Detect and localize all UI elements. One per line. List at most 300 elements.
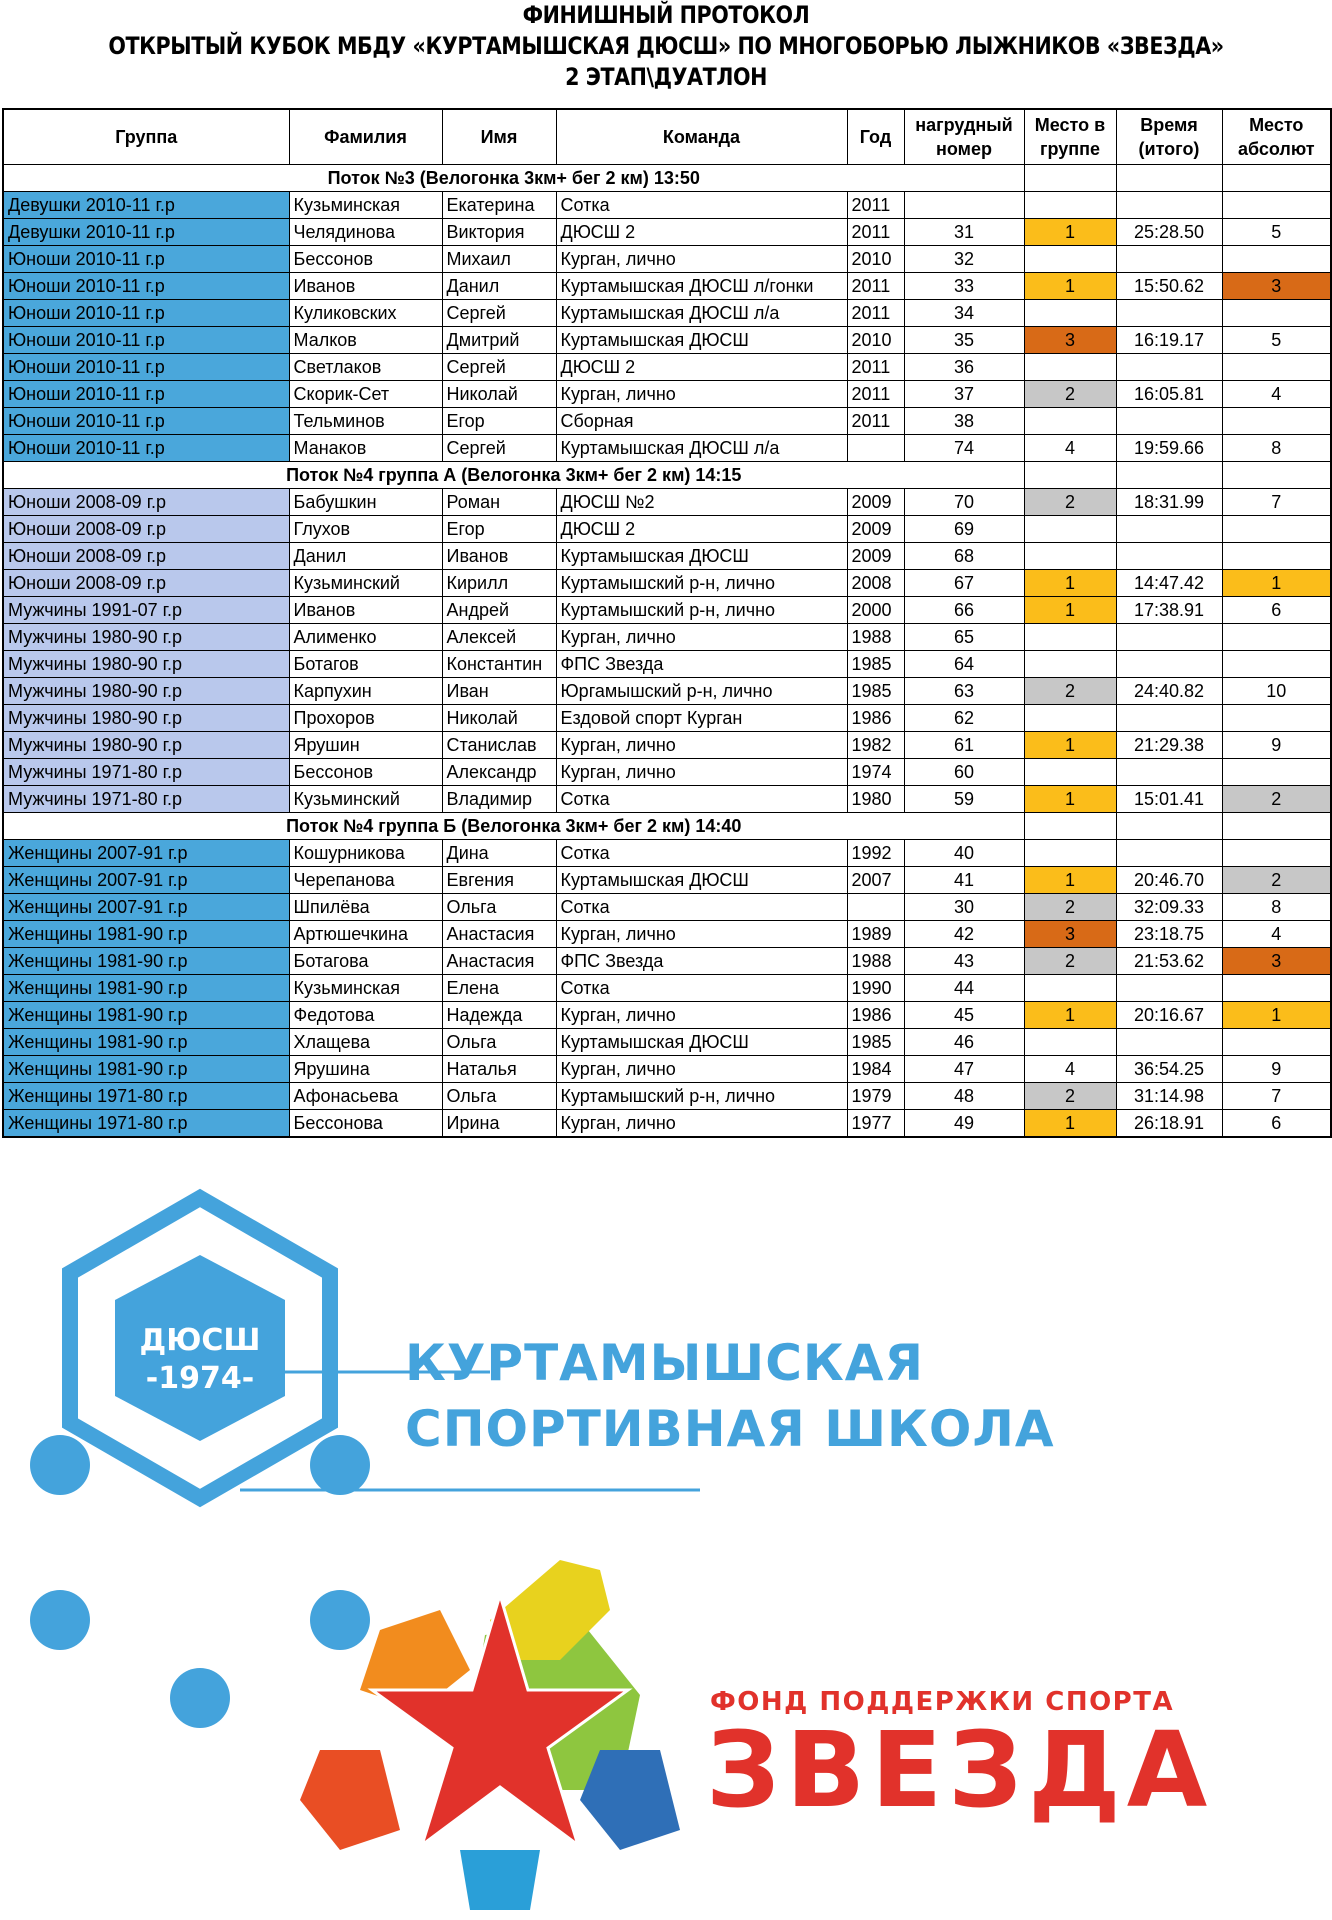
cell-time: 18:31.99 (1116, 489, 1222, 516)
section-empty-cell (1116, 165, 1222, 192)
cell-time (1116, 246, 1222, 273)
cell-year: 2008 (847, 570, 904, 597)
cell-group: Мужчины 1971-80 г.р (3, 786, 289, 813)
cell-bib: 37 (904, 381, 1024, 408)
fund-subtitle: ФОНД ПОДДЕРЖКИ СПОРТА (710, 1687, 1175, 1717)
cell-lastname: Данил (289, 543, 442, 570)
cell-lastname: Бессонова (289, 1110, 442, 1138)
cell-firstname: Владимир (442, 786, 556, 813)
cell-firstname: Дмитрий (442, 327, 556, 354)
cell-group-place (1024, 192, 1116, 219)
cell-year: 2009 (847, 489, 904, 516)
cell-group: Женщины 1981-90 г.р (3, 921, 289, 948)
cell-firstname: Кирилл (442, 570, 556, 597)
cell-lastname: Федотова (289, 1002, 442, 1029)
cell-bib: 38 (904, 408, 1024, 435)
cell-group-place (1024, 705, 1116, 732)
results-table (2, 108, 1332, 1138)
cell-firstname: Евгения (442, 867, 556, 894)
cell-lastname: Бессонов (289, 246, 442, 273)
cell-team: Курган, лично (556, 1056, 847, 1083)
cell-abs-place: 2 (1222, 867, 1331, 894)
table-row (3, 651, 1331, 678)
cell-group-place (1024, 1029, 1116, 1056)
cell-firstname: Николай (442, 705, 556, 732)
table-row (3, 219, 1331, 246)
section-title: Поток №4 группа А (Велогонка 3км+ бег 2 км) 14:15 (3, 462, 1024, 489)
cell-team: Курган, лично (556, 624, 847, 651)
cell-lastname: Кошурникова (289, 840, 442, 867)
cell-abs-place (1222, 354, 1331, 381)
cell-lastname: Хлащева (289, 1029, 442, 1056)
cell-bib: 47 (904, 1056, 1024, 1083)
competition-name: ОТКРЫТЫЙ КУБОК МБДУ «КУРТАМЫШСКАЯ ДЮСШ» ПО МНОГОБОРЬЮ ЛЫЖНИКОВ «ЗВЕЗДА» (108, 32, 1224, 60)
cell-bib: 62 (904, 705, 1024, 732)
cell-abs-place: 4 (1222, 921, 1331, 948)
cell-firstname: Анастасия (442, 921, 556, 948)
cell-group: Юноши 2008-09 г.р (3, 570, 289, 597)
cell-group-place: 1 (1024, 1110, 1116, 1138)
cell-firstname: Станислав (442, 732, 556, 759)
table-row (3, 678, 1331, 705)
header-row (3, 109, 1331, 165)
col-header-time: Время (итого) (1116, 109, 1222, 165)
cell-year: 1985 (847, 1029, 904, 1056)
cell-time: 15:01.41 (1116, 786, 1222, 813)
cell-abs-place: 9 (1222, 1056, 1331, 1083)
cell-team: Сотка (556, 192, 847, 219)
section-empty-cell (1222, 813, 1331, 840)
cell-firstname: Надежда (442, 1002, 556, 1029)
fund-name: ЗВЕЗДА (706, 1709, 1214, 1831)
cell-bib: 32 (904, 246, 1024, 273)
protocol-header (0, 0, 1332, 93)
cell-lastname: Алименко (289, 624, 442, 651)
cell-time: 20:16.67 (1116, 1002, 1222, 1029)
cell-bib (904, 192, 1024, 219)
table-row (3, 948, 1331, 975)
cell-year: 1974 (847, 759, 904, 786)
cell-group-place (1024, 759, 1116, 786)
cell-firstname: Сергей (442, 435, 556, 462)
school-name-line1: КУРТАМЫШСКАЯ (405, 1334, 924, 1392)
cell-abs-place: 4 (1222, 381, 1331, 408)
section-title: Поток №3 (Велогонка 3км+ бег 2 км) 13:50 (3, 165, 1024, 192)
cell-bib: 30 (904, 894, 1024, 921)
cell-group-place: 1 (1024, 867, 1116, 894)
section-empty-cell (1116, 462, 1222, 489)
table-row (3, 489, 1331, 516)
school-name-line2: СПОРТИВНАЯ ШКОЛА (405, 1400, 1055, 1458)
cell-year: 1984 (847, 1056, 904, 1083)
cell-bib: 43 (904, 948, 1024, 975)
table-row (3, 300, 1331, 327)
cell-lastname: Бессонов (289, 759, 442, 786)
section-title: Поток №4 группа Б (Велогонка 3км+ бег 2 км) 14:40 (3, 813, 1024, 840)
cell-abs-place: 5 (1222, 219, 1331, 246)
cell-lastname: Черепанова (289, 867, 442, 894)
cell-year: 1986 (847, 1002, 904, 1029)
cell-bib: 65 (904, 624, 1024, 651)
cell-lastname: Иванов (289, 597, 442, 624)
cell-team: Куртамышская ДЮСШ (556, 327, 847, 354)
cell-team: Куртамышская ДЮСШ (556, 543, 847, 570)
cell-group: Юноши 2008-09 г.р (3, 516, 289, 543)
cell-team: Куртамышский р-н, лично (556, 570, 847, 597)
cell-firstname: Екатерина (442, 192, 556, 219)
cell-abs-place (1222, 246, 1331, 273)
cell-firstname: Андрей (442, 597, 556, 624)
cell-firstname: Ольга (442, 894, 556, 921)
cell-group: Женщины 2007-91 г.р (3, 840, 289, 867)
cell-year: 2011 (847, 354, 904, 381)
cell-team: Курган, лично (556, 1110, 847, 1138)
table-row (3, 246, 1331, 273)
cell-group-place: 2 (1024, 489, 1116, 516)
cell-time: 21:29.38 (1116, 732, 1222, 759)
cell-time (1116, 759, 1222, 786)
cell-team: Куртамышская ДЮСШ л/гонки (556, 273, 847, 300)
section-empty-cell (1222, 462, 1331, 489)
cell-bib: 41 (904, 867, 1024, 894)
cell-group: Женщины 1981-90 г.р (3, 1002, 289, 1029)
cell-firstname: Егор (442, 408, 556, 435)
cell-group: Юноши 2010-11 г.р (3, 354, 289, 381)
cell-time: 16:05.81 (1116, 381, 1222, 408)
cell-firstname: Александр (442, 759, 556, 786)
cell-year: 2011 (847, 192, 904, 219)
cell-year: 1986 (847, 705, 904, 732)
cell-abs-place: 7 (1222, 1083, 1331, 1110)
cell-team: ФПС Звезда (556, 651, 847, 678)
cell-group: Юноши 2010-11 г.р (3, 381, 289, 408)
cell-bib: 35 (904, 327, 1024, 354)
cell-bib: 45 (904, 1002, 1024, 1029)
cell-team: Юргамышский р-н, лично (556, 678, 847, 705)
cell-time (1116, 300, 1222, 327)
cell-group: Мужчины 1971-80 г.р (3, 759, 289, 786)
cell-time (1116, 408, 1222, 435)
cell-year: 2011 (847, 273, 904, 300)
cell-group: Девушки 2010-11 г.р (3, 219, 289, 246)
cell-time: 24:40.82 (1116, 678, 1222, 705)
cell-group-place: 2 (1024, 894, 1116, 921)
cell-team: Сотка (556, 975, 847, 1002)
table-row (3, 570, 1331, 597)
cell-firstname: Николай (442, 381, 556, 408)
cell-bib: 59 (904, 786, 1024, 813)
cell-bib: 70 (904, 489, 1024, 516)
section-empty-cell (1024, 165, 1116, 192)
cell-time (1116, 192, 1222, 219)
cell-group: Мужчины 1980-90 г.р (3, 678, 289, 705)
cell-group-place: 1 (1024, 219, 1116, 246)
col-header-bib: нагрудный номер (904, 109, 1024, 165)
cell-lastname: Карпухин (289, 678, 442, 705)
cell-abs-place (1222, 651, 1331, 678)
cell-time (1116, 975, 1222, 1002)
cell-bib: 49 (904, 1110, 1024, 1138)
cell-group: Женщины 1971-80 г.р (3, 1083, 289, 1110)
table-row (3, 381, 1331, 408)
cell-time: 23:18.75 (1116, 921, 1222, 948)
stage-name: 2 ЭТАП\ДУАТЛОН (565, 63, 767, 91)
cell-lastname: Артюшечкина (289, 921, 442, 948)
table-row (3, 192, 1331, 219)
cell-group-place (1024, 651, 1116, 678)
col-header-abs-place: Место абсолют (1222, 109, 1331, 165)
cell-group-place (1024, 300, 1116, 327)
cell-time (1116, 840, 1222, 867)
cell-year: 2009 (847, 516, 904, 543)
cell-bib: 67 (904, 570, 1024, 597)
table-row (3, 894, 1331, 921)
cell-lastname: Кузьминский (289, 786, 442, 813)
cell-year: 1982 (847, 732, 904, 759)
table-row (3, 1110, 1331, 1138)
cell-team: Сборная (556, 408, 847, 435)
cell-firstname: Анастасия (442, 948, 556, 975)
cell-bib: 66 (904, 597, 1024, 624)
cell-time (1116, 705, 1222, 732)
cell-team: Курган, лично (556, 246, 847, 273)
cell-abs-place: 6 (1222, 1110, 1331, 1138)
cell-bib: 63 (904, 678, 1024, 705)
cell-group: Женщины 1981-90 г.р (3, 975, 289, 1002)
cell-bib: 31 (904, 219, 1024, 246)
cell-year: 2007 (847, 867, 904, 894)
cell-bib: 34 (904, 300, 1024, 327)
cell-group: Юноши 2010-11 г.р (3, 300, 289, 327)
cell-group: Девушки 2010-11 г.р (3, 192, 289, 219)
cell-time: 26:18.91 (1116, 1110, 1222, 1138)
cell-firstname: Ольга (442, 1029, 556, 1056)
cell-lastname: Прохоров (289, 705, 442, 732)
cell-abs-place (1222, 408, 1331, 435)
cell-group-place: 3 (1024, 327, 1116, 354)
cell-team: Сотка (556, 894, 847, 921)
cell-team: Куртамышский р-н, лично (556, 1083, 847, 1110)
cell-bib: 64 (904, 651, 1024, 678)
cell-firstname: Иванов (442, 543, 556, 570)
col-header-team: Команда (556, 109, 847, 165)
section-empty-cell (1116, 813, 1222, 840)
col-header-group-place: Место в группе (1024, 109, 1116, 165)
cell-bib: 60 (904, 759, 1024, 786)
cell-team: Куртамышская ДЮСШ л/а (556, 435, 847, 462)
cell-group-place (1024, 408, 1116, 435)
cell-group: Юноши 2010-11 г.р (3, 327, 289, 354)
cell-time: 14:47.42 (1116, 570, 1222, 597)
cell-group: Юноши 2010-11 г.р (3, 246, 289, 273)
cell-time: 20:46.70 (1116, 867, 1222, 894)
cell-group: Мужчины 1980-90 г.р (3, 651, 289, 678)
cell-lastname: Кузьминская (289, 975, 442, 1002)
cell-time: 36:54.25 (1116, 1056, 1222, 1083)
cell-group-place: 3 (1024, 921, 1116, 948)
cell-lastname: Шпилёва (289, 894, 442, 921)
cell-lastname: Тельминов (289, 408, 442, 435)
cell-firstname: Алексей (442, 624, 556, 651)
cell-group-place: 1 (1024, 273, 1116, 300)
cell-group-place (1024, 516, 1116, 543)
cell-time: 17:38.91 (1116, 597, 1222, 624)
cell-group-place: 1 (1024, 570, 1116, 597)
cell-group: Женщины 2007-91 г.р (3, 867, 289, 894)
emblem-label-bottom: -1974- (145, 1361, 255, 1396)
cell-abs-place (1222, 975, 1331, 1002)
cell-group-place: 1 (1024, 1002, 1116, 1029)
table-row (3, 1056, 1331, 1083)
results-body (3, 165, 1331, 1138)
cell-year: 2011 (847, 381, 904, 408)
cell-lastname: Скорик-Сет (289, 381, 442, 408)
cell-team: ДЮСШ 2 (556, 354, 847, 381)
cell-team: Ездовой спорт Курган (556, 705, 847, 732)
col-header-year: Год (847, 109, 904, 165)
cell-abs-place: 8 (1222, 435, 1331, 462)
cell-year: 1979 (847, 1083, 904, 1110)
cell-year: 1992 (847, 840, 904, 867)
cell-abs-place (1222, 543, 1331, 570)
cell-time: 32:09.33 (1116, 894, 1222, 921)
cell-time (1116, 624, 1222, 651)
cell-group: Юноши 2008-09 г.р (3, 543, 289, 570)
cell-bib: 46 (904, 1029, 1024, 1056)
section-empty-cell (1222, 165, 1331, 192)
cell-abs-place (1222, 192, 1331, 219)
cell-lastname: Ботагов (289, 651, 442, 678)
cell-lastname: Ботагова (289, 948, 442, 975)
cell-year: 1985 (847, 651, 904, 678)
cell-team: Куртамышский р-н, лично (556, 597, 847, 624)
cell-firstname: Елена (442, 975, 556, 1002)
cell-year: 1977 (847, 1110, 904, 1138)
cell-team: Куртамышская ДЮСШ л/а (556, 300, 847, 327)
cell-team: ФПС Звезда (556, 948, 847, 975)
table-row (3, 867, 1331, 894)
emblem-label-top: ДЮСШ (139, 1323, 261, 1358)
cell-group: Женщины 2007-91 г.р (3, 894, 289, 921)
cell-team: Курган, лично (556, 381, 847, 408)
cell-group-place (1024, 543, 1116, 570)
table-row (3, 921, 1331, 948)
cell-team: Курган, лично (556, 921, 847, 948)
table-row (3, 1083, 1331, 1110)
cell-bib: 69 (904, 516, 1024, 543)
cell-time (1116, 354, 1222, 381)
cell-group-place (1024, 246, 1116, 273)
cell-year: 1988 (847, 624, 904, 651)
cell-bib: 42 (904, 921, 1024, 948)
cell-firstname: Сергей (442, 354, 556, 381)
cell-firstname: Иван (442, 678, 556, 705)
table-row (3, 597, 1331, 624)
cell-group-place (1024, 975, 1116, 1002)
cell-year (847, 894, 904, 921)
cell-team: ДЮСШ 2 (556, 219, 847, 246)
cell-group-place: 4 (1024, 1056, 1116, 1083)
cell-year: 2010 (847, 246, 904, 273)
cell-firstname: Сергей (442, 300, 556, 327)
cell-time: 15:50.62 (1116, 273, 1222, 300)
cell-group: Мужчины 1980-90 г.р (3, 705, 289, 732)
cell-lastname: Малков (289, 327, 442, 354)
cell-bib: 61 (904, 732, 1024, 759)
cell-group: Юноши 2010-11 г.р (3, 435, 289, 462)
cell-group-place: 2 (1024, 948, 1116, 975)
section-row (3, 813, 1331, 840)
cell-group: Женщины 1971-80 г.р (3, 1110, 289, 1138)
cell-year: 2000 (847, 597, 904, 624)
cell-group-place: 1 (1024, 597, 1116, 624)
cell-group: Юноши 2008-09 г.р (3, 489, 289, 516)
cell-abs-place (1222, 705, 1331, 732)
cell-abs-place (1222, 624, 1331, 651)
cell-team: Курган, лично (556, 759, 847, 786)
cell-year: 1989 (847, 921, 904, 948)
cell-team: Курган, лично (556, 1002, 847, 1029)
cell-year (847, 435, 904, 462)
cell-group-place (1024, 354, 1116, 381)
cell-abs-place (1222, 516, 1331, 543)
cell-bib: 74 (904, 435, 1024, 462)
cell-abs-place: 10 (1222, 678, 1331, 705)
section-empty-cell (1024, 462, 1116, 489)
section-empty-cell (1024, 813, 1116, 840)
cell-group-place: 1 (1024, 786, 1116, 813)
cell-time: 16:19.17 (1116, 327, 1222, 354)
cell-firstname: Виктория (442, 219, 556, 246)
cell-group-place (1024, 624, 1116, 651)
school-name (405, 1330, 1055, 1462)
cell-abs-place: 9 (1222, 732, 1331, 759)
cell-time: 25:28.50 (1116, 219, 1222, 246)
cell-group: Мужчины 1980-90 г.р (3, 624, 289, 651)
cell-team: Сотка (556, 786, 847, 813)
cell-lastname: Кузьминский (289, 570, 442, 597)
col-header-lastname: Фамилия (289, 109, 442, 165)
cell-bib: 48 (904, 1083, 1024, 1110)
cell-team: ДЮСШ №2 (556, 489, 847, 516)
cell-year: 2011 (847, 300, 904, 327)
cell-bib: 68 (904, 543, 1024, 570)
cell-team: Сотка (556, 840, 847, 867)
cell-group: Женщины 1981-90 г.р (3, 1029, 289, 1056)
cell-firstname: Ольга (442, 1083, 556, 1110)
cell-abs-place: 1 (1222, 1002, 1331, 1029)
cell-year: 1990 (847, 975, 904, 1002)
cell-team: Куртамышская ДЮСШ (556, 1029, 847, 1056)
cell-abs-place (1222, 300, 1331, 327)
cell-group: Мужчины 1991-07 г.р (3, 597, 289, 624)
cell-abs-place: 1 (1222, 570, 1331, 597)
cell-abs-place (1222, 759, 1331, 786)
cell-group: Женщины 1981-90 г.р (3, 1056, 289, 1083)
cell-firstname: Дина (442, 840, 556, 867)
cell-firstname: Роман (442, 489, 556, 516)
cell-time (1116, 543, 1222, 570)
cell-abs-place (1222, 1029, 1331, 1056)
cell-time (1116, 516, 1222, 543)
cell-time: 19:59.66 (1116, 435, 1222, 462)
table-row (3, 327, 1331, 354)
cell-lastname: Иванов (289, 273, 442, 300)
cell-abs-place: 2 (1222, 786, 1331, 813)
cell-group-place: 2 (1024, 1083, 1116, 1110)
cell-abs-place: 3 (1222, 273, 1331, 300)
cell-year: 1985 (847, 678, 904, 705)
